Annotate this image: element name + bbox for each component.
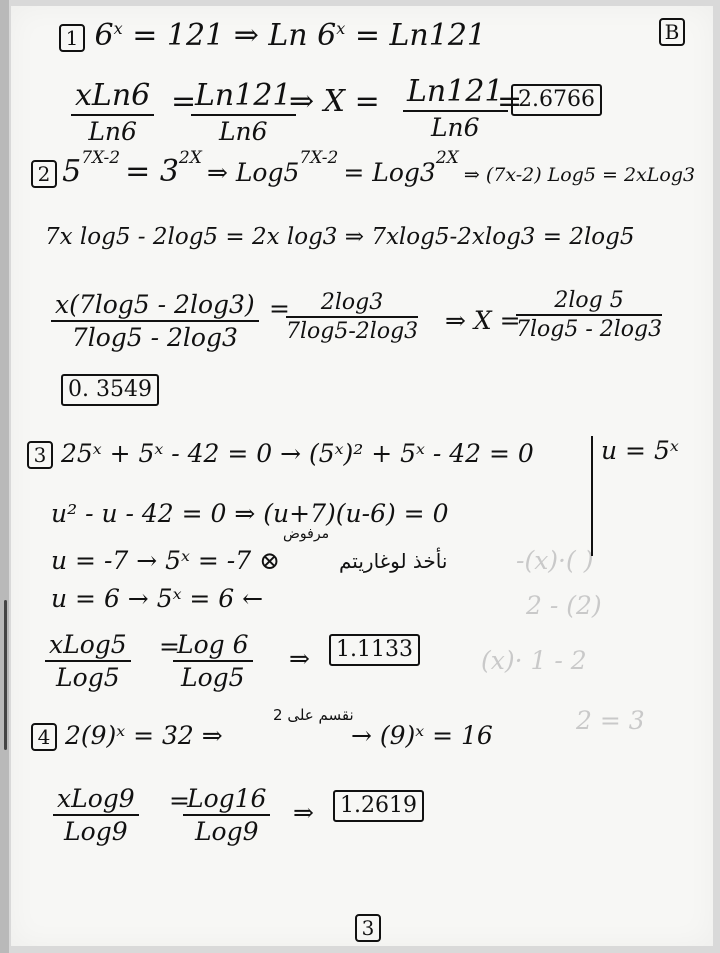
p3-line2: u² - u - 42 = 0 ⇒ (u+7)(u-6) = 0 bbox=[51, 499, 449, 528]
p3-rejected-note: مرفوض bbox=[283, 526, 330, 542]
p4-frac1-den: Log9 bbox=[64, 817, 128, 846]
p2-fraction-1 bbox=[51, 290, 259, 352]
problem-1-line-1 bbox=[59, 18, 486, 53]
bleed-through-text: 2 = 3 bbox=[576, 706, 645, 735]
p1-answer: 2.6766 bbox=[511, 84, 602, 116]
corner-badge-label: B bbox=[659, 18, 685, 46]
p1-exp: x bbox=[113, 19, 123, 38]
p3-frac1-den: Log5 bbox=[56, 663, 120, 692]
p4-frac2-num: Log16 bbox=[183, 784, 270, 816]
p2-frac2-den: 7log5-2log3 bbox=[286, 319, 419, 344]
p1-frac2-den: Ln6 bbox=[218, 117, 268, 146]
p4-fraction-1 bbox=[53, 784, 139, 846]
p2-arrow2: ⇒ X = bbox=[445, 306, 521, 335]
p1-eq-rest: = 121 ⇒ Ln 6 bbox=[132, 18, 337, 53]
p1-fraction-3 bbox=[403, 74, 508, 142]
p3-fraction-1 bbox=[45, 630, 131, 692]
problem-4-line-1: 4 2(9)ˣ = 32 ⇒ bbox=[31, 721, 223, 751]
scrollbar-thumb[interactable] bbox=[4, 600, 7, 750]
p2-frac3-num: 2log 5 bbox=[516, 288, 662, 316]
footer-badge-label: 3 bbox=[355, 914, 381, 942]
p3-substitution bbox=[591, 436, 679, 556]
p2-exp2: 2X bbox=[178, 148, 202, 168]
bleed-through-text: 2 - (2) bbox=[526, 591, 602, 620]
p1-eq-rest-exp: x bbox=[336, 19, 346, 38]
p1-answer-box bbox=[511, 84, 602, 116]
left-scrollbar[interactable] bbox=[0, 0, 9, 953]
p3-line1: 25ˣ + 5ˣ - 42 = 0 → (5ˣ)² + 5ˣ - 42 = 0 bbox=[60, 439, 534, 468]
corner-badge bbox=[659, 18, 685, 46]
problem-3-line-1 bbox=[27, 439, 534, 469]
p3-take-log-note: نأخذ لوغاريتم bbox=[339, 549, 448, 573]
p2-exp1: 7X-2 bbox=[81, 148, 121, 168]
p1-frac1-num: xLn6 bbox=[71, 78, 154, 116]
p2-frac1-den: 7log5 - 2log3 bbox=[71, 323, 238, 352]
p3-arrow: ⇒ bbox=[289, 644, 310, 673]
p4-frac1-num: xLog9 bbox=[53, 784, 139, 816]
bleed-through-text: -(x)·( ) bbox=[516, 546, 594, 575]
p2-exp4: 2X bbox=[435, 148, 459, 168]
p4-arrow: ⇒ bbox=[293, 798, 314, 827]
p3-answer-box bbox=[329, 634, 420, 666]
p2-frac1-num: x(7log5 - 2log3) bbox=[51, 290, 259, 322]
p2-frac2-num: 2log3 bbox=[286, 290, 418, 318]
p1-frac2-num: Ln121 bbox=[191, 78, 296, 116]
p1-frac1-den: Ln6 bbox=[88, 117, 137, 146]
p3-line3 bbox=[51, 546, 280, 575]
notebook-page bbox=[11, 6, 713, 946]
p4-fraction-2 bbox=[183, 784, 270, 846]
p4-line1-rest: → (9)ˣ = 16 bbox=[351, 721, 493, 750]
p4-answer-box bbox=[333, 790, 424, 822]
p2-arrow1: ⇒ Log5 bbox=[206, 158, 300, 187]
p3-line3-text: u = -7 → 5ˣ = -7 bbox=[51, 546, 252, 575]
p2-answer: 0. 3549 bbox=[61, 374, 159, 406]
p1-eq-mid: = bbox=[171, 84, 197, 119]
p4-divide-note: نقسم على 2 bbox=[273, 706, 354, 724]
p2-eq: = 3 bbox=[125, 154, 179, 189]
p1-eq-rhs: = Ln121 bbox=[354, 18, 486, 53]
p1-base: 6 bbox=[94, 18, 114, 53]
problem-4-number: 4 bbox=[31, 723, 57, 751]
p1-eq2: = bbox=[497, 84, 523, 119]
p2-eq2: = Log3 bbox=[343, 158, 436, 187]
p3-frac2-num: Log 6 bbox=[173, 630, 253, 662]
p2-line2: 7x log5 - 2log5 = 2x log3 ⇒ 7xlog5-2xlog3 = 2log5 bbox=[45, 224, 635, 250]
p1-fraction-2 bbox=[191, 78, 296, 146]
p2-exp3: 7X-2 bbox=[299, 148, 339, 168]
p4-answer: 1.2619 bbox=[333, 790, 424, 822]
p3-fraction-2 bbox=[173, 630, 253, 692]
p1-arrow: ⇒ X = bbox=[289, 84, 380, 119]
p3-line4: u = 6 → 5ˣ = 6 ← bbox=[51, 584, 264, 613]
problem-2-line-1 bbox=[31, 148, 696, 189]
p1-frac3-den: Ln6 bbox=[430, 113, 480, 142]
p3-sub-divider bbox=[591, 436, 593, 556]
p2-answer-box bbox=[61, 374, 159, 406]
p3-answer: 1.1133 bbox=[329, 634, 420, 666]
p3-reject-mark: ⊗ bbox=[259, 546, 281, 575]
p3-sub-text: u = 5ˣ bbox=[601, 436, 679, 465]
p4-eq: = bbox=[169, 786, 190, 815]
problem-1-number: 1 bbox=[59, 24, 85, 52]
p2-fraction-3 bbox=[516, 288, 662, 342]
p3-frac2-den: Log5 bbox=[180, 663, 245, 692]
p4-frac2-den: Log9 bbox=[194, 817, 259, 846]
p2-base1: 5 bbox=[62, 154, 82, 189]
p2-eq3: = bbox=[269, 294, 290, 323]
footer-badge bbox=[355, 914, 381, 942]
p3-eq: = bbox=[159, 632, 180, 661]
p1-fraction-1 bbox=[71, 78, 154, 146]
p2-fraction-2 bbox=[286, 290, 418, 344]
p1-frac3-num: Ln121 bbox=[403, 74, 508, 112]
p3-frac1-num: xLog5 bbox=[45, 630, 131, 662]
problem-2-number: 2 bbox=[31, 160, 57, 188]
problem-3-number: 3 bbox=[27, 441, 53, 469]
p4-line1: 2(9)ˣ = 32 bbox=[64, 721, 194, 750]
bleed-through-text: (x)· 1 - 2 bbox=[481, 646, 587, 675]
p2-rest1: ⇒ (7x-2) Log5 = 2xLog3 bbox=[463, 164, 696, 186]
p2-frac3-den: 7log5 - 2log3 bbox=[516, 317, 663, 342]
